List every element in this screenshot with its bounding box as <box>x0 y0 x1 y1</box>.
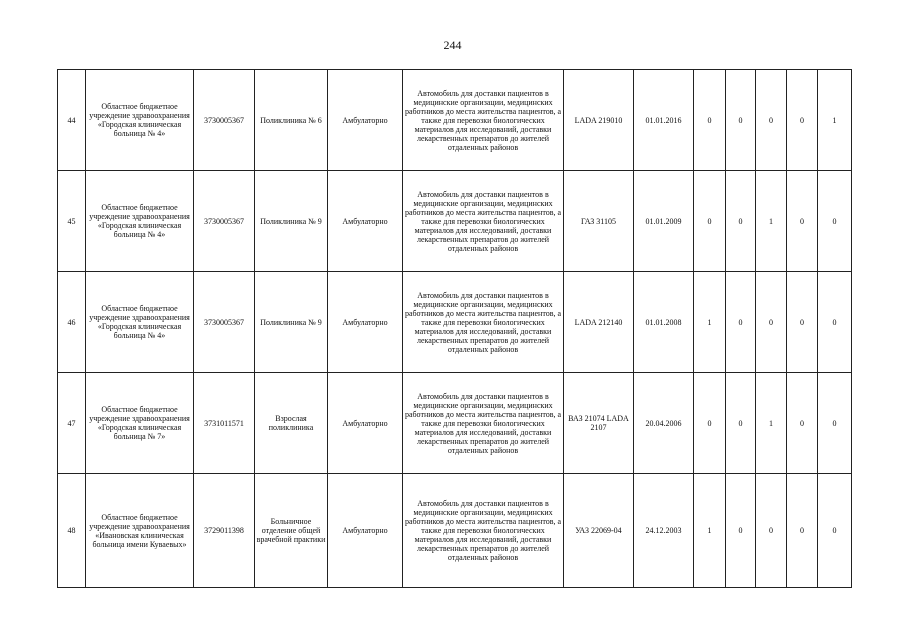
care-type: Амбулаторно <box>328 171 403 272</box>
acquisition-date: 01.01.2009 <box>634 171 694 272</box>
row-number: 46 <box>58 272 86 373</box>
flag-4: 0 <box>787 171 818 272</box>
flag-3: 0 <box>756 474 787 588</box>
organization-name: Областное бюджетное учреждение здравоохранения «Городская клиническая больница № 4» <box>86 171 194 272</box>
subdivision: Поликлиника № 6 <box>255 70 328 171</box>
vehicle-model: LADA 219010 <box>564 70 634 171</box>
subdivision: Поликлиника № 9 <box>255 171 328 272</box>
flag-5: 0 <box>818 272 852 373</box>
flag-4: 0 <box>787 272 818 373</box>
organization-name: Областное бюджетное учреждение здравоохранения «Городская клиническая больница № 4» <box>86 70 194 171</box>
flag-2: 0 <box>726 171 756 272</box>
flag-5: 0 <box>818 474 852 588</box>
flag-1: 1 <box>694 272 726 373</box>
flag-2: 0 <box>726 474 756 588</box>
vehicle-registry-table <box>57 69 852 588</box>
care-type: Амбулаторно <box>328 272 403 373</box>
inn-code: 3730005367 <box>194 70 255 171</box>
care-type: Амбулаторно <box>328 474 403 588</box>
subdivision: Больничное отделение общей врачебной практики <box>255 474 328 588</box>
vehicle-purpose: Автомобиль для доставки пациентов в медицинские организации, медицинских работников до места жительства пациентов, а также для перевозки биологических материалов для исследований, доставки лекарственных препаратов до жителей отдаленных районов <box>403 373 564 474</box>
inn-code: 3730005367 <box>194 272 255 373</box>
acquisition-date: 01.01.2016 <box>634 70 694 171</box>
flag-2: 0 <box>726 70 756 171</box>
flag-4: 0 <box>787 474 818 588</box>
row-number: 47 <box>58 373 86 474</box>
table-row <box>58 272 852 373</box>
row-number: 48 <box>58 474 86 588</box>
table-row <box>58 474 852 588</box>
table-row <box>58 70 852 171</box>
table-row <box>58 373 852 474</box>
flag-1: 1 <box>694 474 726 588</box>
flag-5: 0 <box>818 171 852 272</box>
flag-3: 0 <box>756 70 787 171</box>
flag-1: 0 <box>694 373 726 474</box>
vehicle-model: УАЗ 22069-04 <box>564 474 634 588</box>
inn-code: 3731011571 <box>194 373 255 474</box>
vehicle-purpose: Автомобиль для доставки пациентов в медицинские организации, медицинских работников до места жительства пациентов, а также для перевозки биологических материалов для исследований, доставки лекарственных препаратов до жителей отдаленных районов <box>403 272 564 373</box>
vehicle-purpose: Автомобиль для доставки пациентов в медицинские организации, медицинских работников до места жительства пациентов, а также для перевозки биологических материалов для исследований, доставки лекарственных препаратов до жителей отдаленных районов <box>403 171 564 272</box>
flag-3: 0 <box>756 272 787 373</box>
flag-4: 0 <box>787 70 818 171</box>
vehicle-model: ВАЗ 21074 LADA 2107 <box>564 373 634 474</box>
flag-1: 0 <box>694 171 726 272</box>
table-row <box>58 171 852 272</box>
flag-5: 1 <box>818 70 852 171</box>
inn-code: 3730005367 <box>194 171 255 272</box>
organization-name: Областное бюджетное учреждение здравоохранения «Городская клиническая больница № 7» <box>86 373 194 474</box>
flag-2: 0 <box>726 272 756 373</box>
vehicle-model: ГАЗ 31105 <box>564 171 634 272</box>
vehicle-purpose: Автомобиль для доставки пациентов в медицинские организации, медицинских работников до места жительства пациентов, а также для перевозки биологических материалов для исследований, доставки лекарственных препаратов до жителей отдаленных районов <box>403 70 564 171</box>
inn-code: 3729011398 <box>194 474 255 588</box>
subdivision: Взрослая поликлиника <box>255 373 328 474</box>
row-number: 45 <box>58 171 86 272</box>
flag-3: 1 <box>756 171 787 272</box>
organization-name: Областное бюджетное учреждение здравоохранения «Городская клиническая больница № 4» <box>86 272 194 373</box>
care-type: Амбулаторно <box>328 70 403 171</box>
subdivision: Поликлиника № 9 <box>255 272 328 373</box>
vehicle-model: LADA 212140 <box>564 272 634 373</box>
care-type: Амбулаторно <box>328 373 403 474</box>
vehicle-purpose: Автомобиль для доставки пациентов в медицинские организации, медицинских работников до места жительства пациентов, а также для перевозки биологических материалов для исследований, доставки лекарственных препаратов до жителей отдаленных районов <box>403 474 564 588</box>
flag-3: 1 <box>756 373 787 474</box>
page-number: 244 <box>443 38 462 52</box>
organization-name: Областное бюджетное учреждение здравоохранения «Ивановская клиническая больница имени Куваевых» <box>86 474 194 588</box>
row-number: 44 <box>58 70 86 171</box>
flag-2: 0 <box>726 373 756 474</box>
acquisition-date: 01.01.2008 <box>634 272 694 373</box>
flag-4: 0 <box>787 373 818 474</box>
flag-5: 0 <box>818 373 852 474</box>
acquisition-date: 20.04.2006 <box>634 373 694 474</box>
acquisition-date: 24.12.2003 <box>634 474 694 588</box>
flag-1: 0 <box>694 70 726 171</box>
